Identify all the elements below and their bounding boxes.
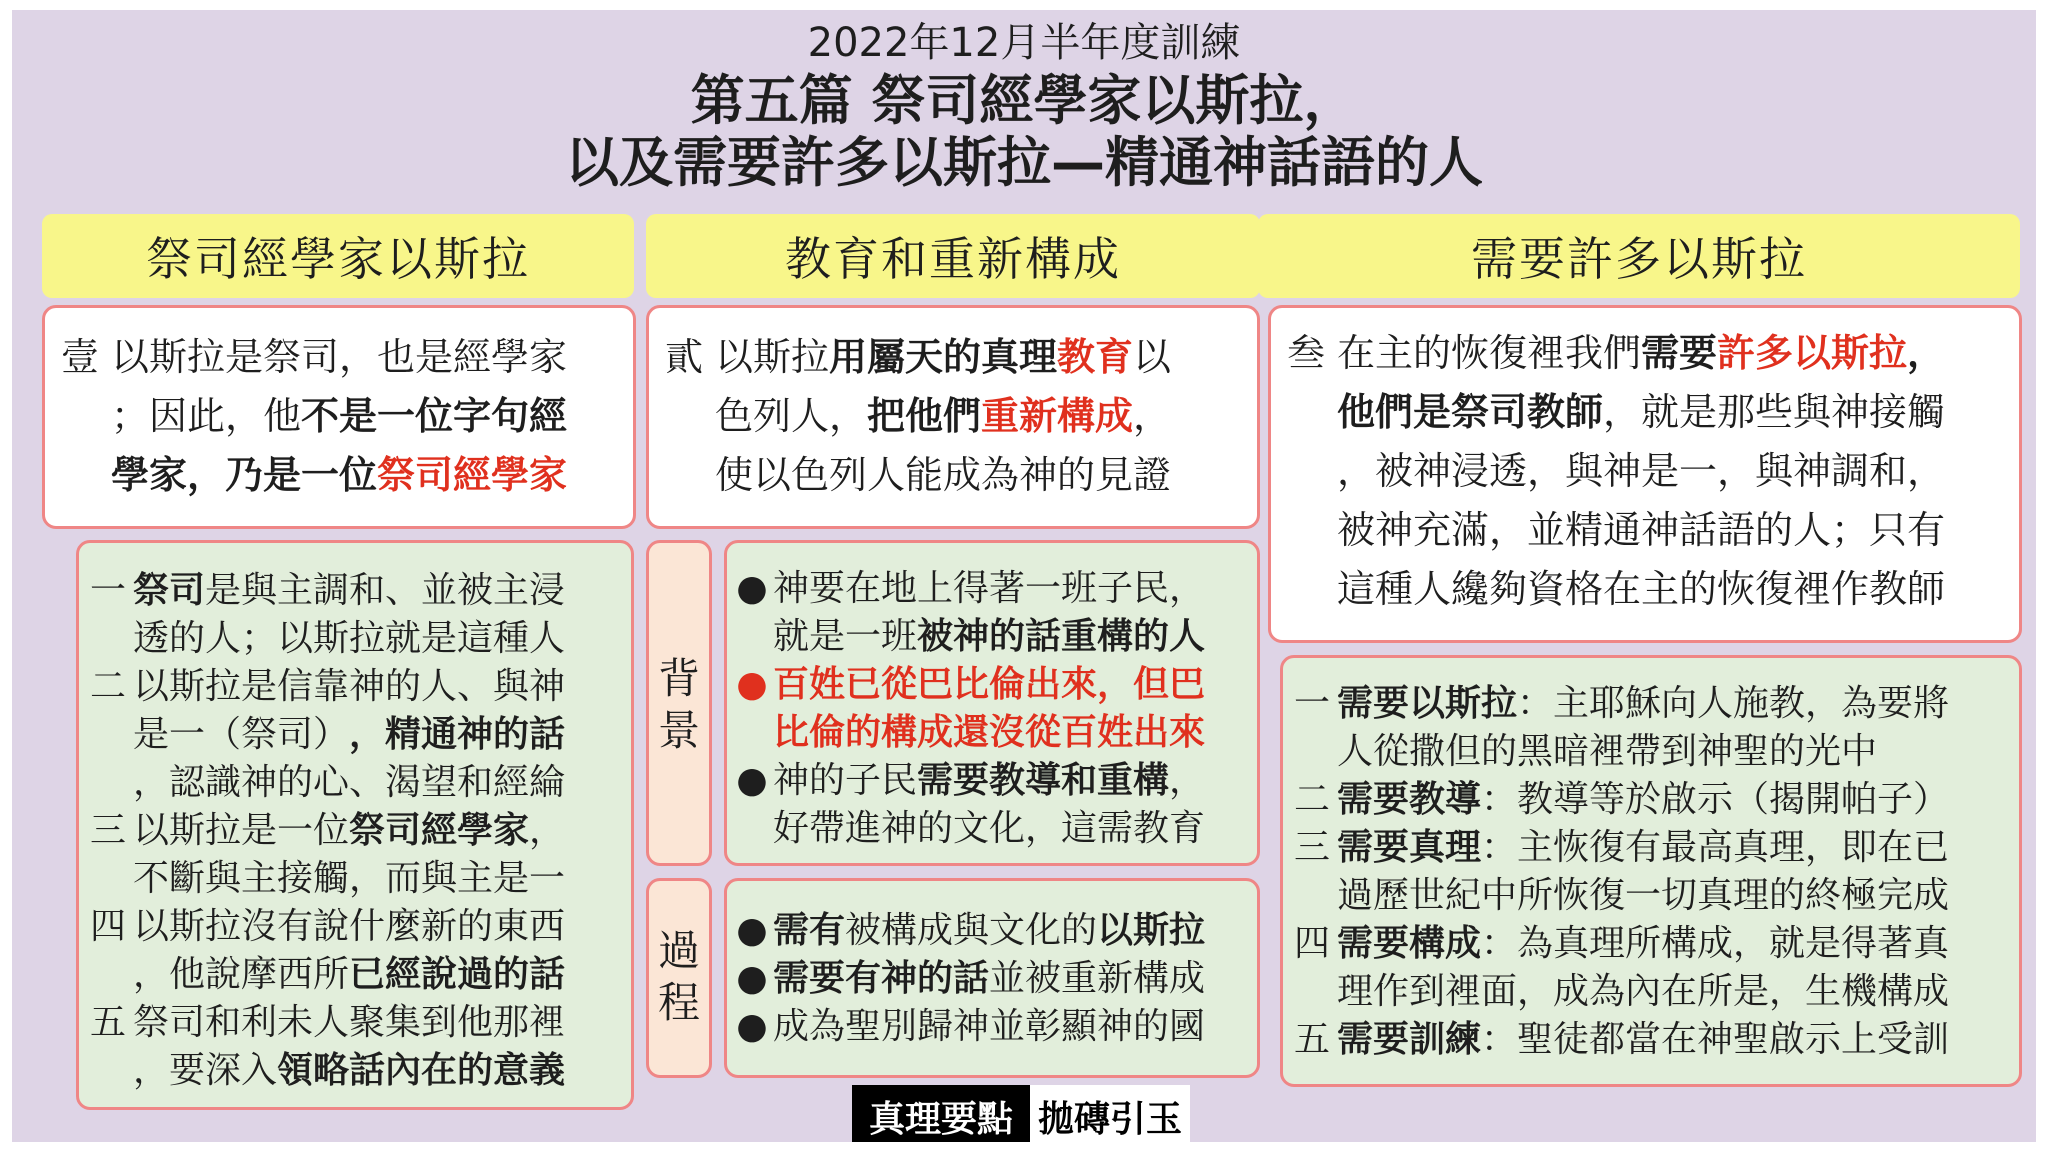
label-background <box>646 540 712 866</box>
label-background-char-2: 景 <box>657 706 700 755</box>
footer-label-truth-points: 真理要點 <box>852 1085 1030 1142</box>
background-item-1-line-2a: 就是一班 <box>773 616 918 657</box>
main-point-2-line-1c: 教育 <box>1057 335 1134 379</box>
bullet-icon: ● <box>736 958 768 999</box>
main-point-3-line-1b: 需要 <box>1641 331 1718 375</box>
column-header-2: 教育和重新構成 <box>646 214 1260 298</box>
right-sub-4-line-1a: 需要構成 <box>1337 923 1482 964</box>
main-point-1-line-2a: ；因此，他 <box>111 394 302 438</box>
main-point-3-line-3: ，被神浸透，與神是一，與神調和， <box>1337 449 1946 493</box>
right-sub-1-line-2: 人從撒但的黑暗裡帶到神聖的光中 <box>1337 731 1878 772</box>
main-point-3-line-5: 這種人纔夠資格在主的恢復裡作教師 <box>1337 567 1946 611</box>
main-point-2-line-1a: 以斯拉 <box>715 335 830 379</box>
bullet-icon: ● <box>736 910 768 951</box>
bullet-icon: ● <box>736 568 768 609</box>
left-sub-1-line-2: 透的人；以斯拉就是這種人 <box>133 618 566 659</box>
process-item-2b: 並被重新構成 <box>989 958 1206 999</box>
process-item-1c: 以斯拉 <box>1097 910 1206 951</box>
main-point-3 <box>1268 305 2022 643</box>
label-process-char-1: 過 <box>657 926 700 975</box>
left-sub-1-line-1a: 祭司 <box>133 570 206 611</box>
main-point-1-line-3b: 祭司經學家 <box>377 453 568 497</box>
left-sub-4-line-1: 以斯拉沒有說什麼新的東西 <box>133 906 566 947</box>
right-sub-3-mark: 三 <box>1293 827 1330 868</box>
main-point-3-line-1c: 許多以斯拉 <box>1717 331 1908 375</box>
bullet-icon: ● <box>736 760 768 801</box>
main-point-3-line-2a: 他們是祭司教師 <box>1337 390 1604 434</box>
left-sub-4-mark: 四 <box>89 906 126 947</box>
right-sub-4-line-2: 理作到裡面，成為內在所是，生機構成 <box>1337 971 1950 1012</box>
main-point-3-mark: 叁 <box>1286 331 1325 375</box>
column-header-3: 需要許多以斯拉 <box>1258 214 2020 298</box>
main-point-2-line-2b: 把他們 <box>867 394 982 438</box>
right-sub-2-line-1a: 需要教導 <box>1337 779 1482 820</box>
background-item-3-line-2: 好帶進神的文化，這需教育 <box>773 808 1206 849</box>
main-point-3-line-1d: ， <box>1907 331 1946 375</box>
left-sub-2-line-2a: 是一（祭司） <box>133 714 350 755</box>
process-item-3: 成為聖別歸神並彰顯神的國 <box>773 1006 1206 1047</box>
background-item-3-line-1a: 神的子民 <box>773 760 918 801</box>
page-title <box>12 70 2036 194</box>
left-sub-3-line-2: 不斷與主接觸，而與主是一 <box>133 858 566 899</box>
left-sub-4-line-2b: 已經說過的話 <box>349 954 566 995</box>
main-point-2-line-3: 使以色列人能成為神的見證 <box>715 453 1172 497</box>
left-sub-5-line-2a: ，要深入 <box>133 1050 278 1091</box>
left-sub-3-line-1a: 以斯拉是一位 <box>133 810 350 851</box>
left-sub-3-line-1b: 祭司經學家 <box>349 810 530 851</box>
right-subpoints <box>1280 655 2022 1087</box>
label-process <box>646 878 712 1078</box>
process-box <box>724 878 1260 1078</box>
label-process-char-2: 程 <box>657 978 700 1027</box>
left-sub-4-line-2a: ，他說摩西所 <box>133 954 350 995</box>
right-sub-3-line-2: 過歷世紀中所恢復一切真理的終極完成 <box>1337 875 1950 916</box>
main-point-2-line-1b: 用屬天的真理 <box>829 335 1058 379</box>
right-sub-2-line-1b: ：教導等於啟示（揭開帕子） <box>1481 779 1950 820</box>
label-background-char-1: 背 <box>657 654 700 703</box>
left-subpoints <box>76 540 634 1110</box>
right-sub-2-mark: 二 <box>1293 779 1330 820</box>
process-item-1b: 被構成與文化的 <box>845 910 1098 951</box>
left-sub-3-mark: 三 <box>89 810 126 851</box>
right-sub-5-mark: 五 <box>1293 1019 1330 1060</box>
right-sub-1-line-1b: ：主耶穌向人施教，為要將 <box>1517 683 1950 724</box>
page-subtitle: 2022年12月半年度訓練 <box>807 20 1241 66</box>
main-point-2-line-2c: 重新構成 <box>981 394 1134 438</box>
left-sub-2-mark: 二 <box>89 666 126 707</box>
background-item-3-line-1c: ， <box>1169 760 1206 801</box>
main-point-2 <box>646 305 1260 529</box>
main-point-3-line-2b: ，就是那些與神接觸 <box>1603 390 1946 434</box>
left-sub-1-mark: 一 <box>89 570 126 611</box>
left-sub-2-line-3: ，認識神的心、渴望和經綸 <box>133 762 566 803</box>
left-sub-1-line-1b: 是與主調和、並被主浸 <box>205 570 566 611</box>
main-point-3-line-1a: 在主的恢復裡我們 <box>1337 331 1642 375</box>
background-item-2-line-1: 百姓已從巴比倫出來，但巴 <box>773 664 1206 705</box>
background-box <box>724 540 1260 866</box>
main-point-1 <box>42 305 636 529</box>
main-point-2-line-1d: 以 <box>1133 335 1172 379</box>
main-point-1-mark: 壹 <box>60 335 99 379</box>
right-sub-4-line-1b: ：為真理所構成，就是得著真 <box>1481 923 1950 964</box>
main-point-2-line-2d: ， <box>1133 394 1172 438</box>
background-item-1-line-2b: 被神的話重構的人 <box>917 616 1206 657</box>
left-sub-5-line-2b: 領略話內在的意義 <box>277 1050 566 1091</box>
right-sub-3-line-1b: ：主恢復有最高真理，即在已 <box>1481 827 1950 868</box>
main-point-2-line-2a: 色列人， <box>715 394 868 438</box>
right-sub-1-mark: 一 <box>1293 683 1330 724</box>
main-point-1-line-2b: 不是一位字句經 <box>301 394 568 438</box>
main-point-2-mark: 貳 <box>664 335 703 379</box>
left-sub-2-line-1: 以斯拉是信靠神的人、與神 <box>133 666 566 707</box>
footer-label-brick: 拋磚引玉 <box>1030 1085 1190 1142</box>
bullet-icon: ● <box>736 1006 768 1047</box>
process-item-1a: 需有 <box>773 910 846 951</box>
process-item-2a: 需要有神的話 <box>773 958 990 999</box>
main-point-1-line-1: 以斯拉是祭司，也是經學家 <box>111 335 568 379</box>
right-sub-5-line-1a: 需要訓練 <box>1337 1019 1482 1060</box>
left-sub-2-line-2b: ，精通神的話 <box>349 714 566 755</box>
background-item-1-line-1: 神要在地上得著一班子民， <box>773 568 1206 609</box>
right-sub-5-line-1b: ：聖徒都當在神聖啟示上受訓 <box>1481 1019 1950 1060</box>
right-sub-1-line-1a: 需要以斯拉 <box>1337 683 1518 724</box>
infographic <box>12 10 2036 1142</box>
right-sub-4-mark: 四 <box>1293 923 1330 964</box>
left-sub-3-line-1c: ， <box>529 810 566 851</box>
column-header-1: 祭司經學家以斯拉 <box>42 214 634 298</box>
right-sub-3-line-1a: 需要真理 <box>1337 827 1482 868</box>
title-line-1: 第五篇 祭司經學家以斯拉， <box>690 69 1358 132</box>
left-sub-5-mark: 五 <box>89 1002 126 1043</box>
background-item-2-line-2: 比倫的構成還沒從百姓出來 <box>773 712 1206 753</box>
bullet-icon: ● <box>736 664 768 705</box>
title-line-2: 以及需要許多以斯拉—精通神話語的人 <box>565 131 1483 194</box>
main-point-3-line-4: 被神充滿，並精通神話語的人；只有 <box>1337 508 1946 552</box>
background-item-3-line-1b: 需要教導和重構 <box>917 760 1170 801</box>
main-point-1-line-3a: 學家，乃是一位 <box>111 453 378 497</box>
left-sub-5-line-1: 祭司和利未人聚集到他那裡 <box>133 1002 566 1043</box>
